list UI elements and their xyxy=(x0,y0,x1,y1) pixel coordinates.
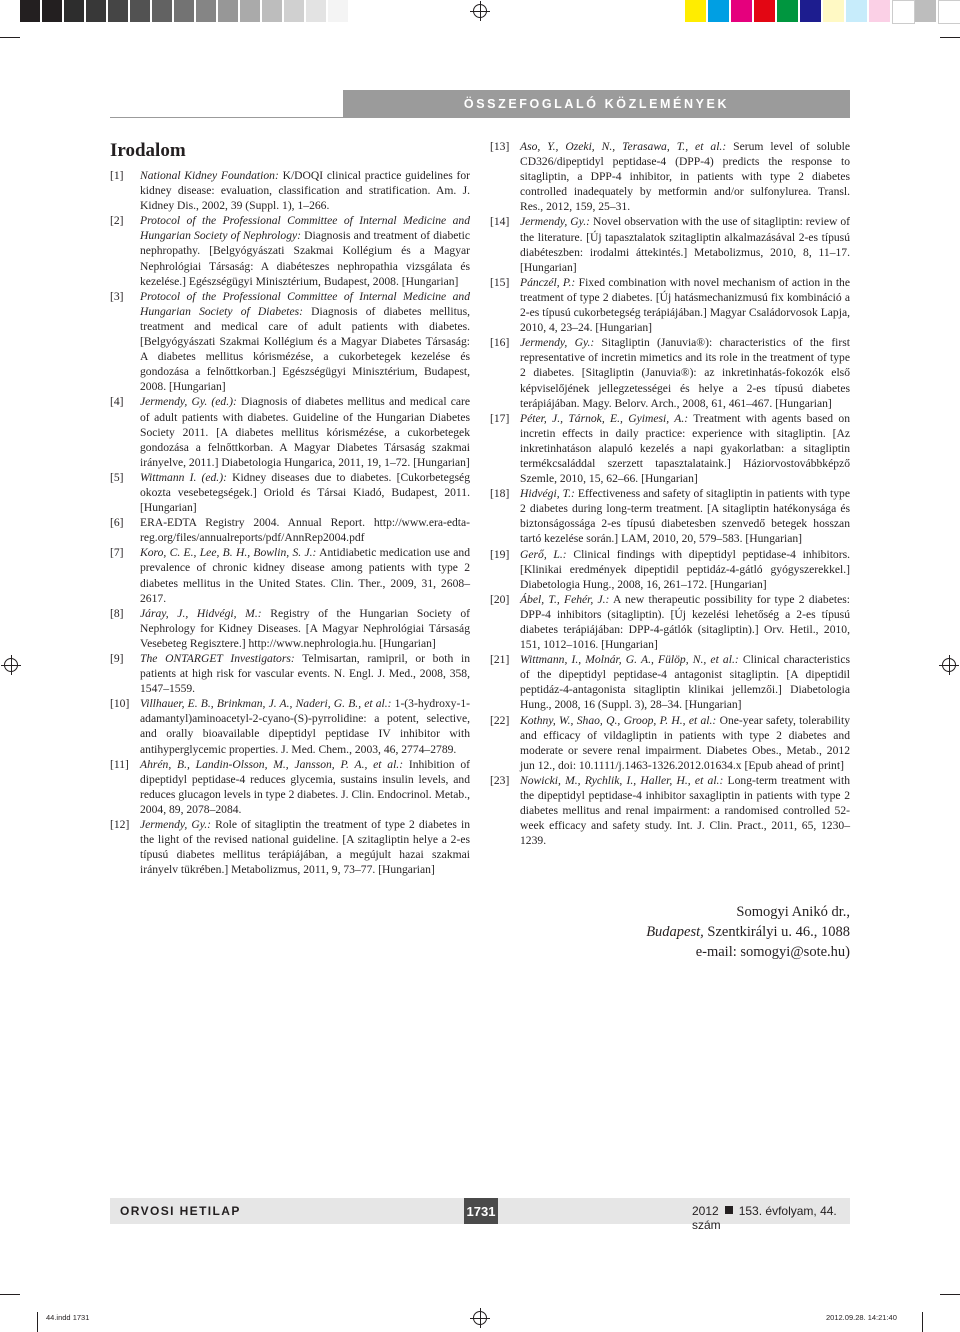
reference-authors: Protocol of the Professional Committee of Internal Medicine and Hungarian Society of Nephrology: xyxy=(140,214,470,243)
reference-authors: The ONTARGET Investigators: xyxy=(140,652,295,665)
author-name: Somogyi Anikó dr., xyxy=(736,904,850,920)
color-swatch xyxy=(64,0,84,22)
reference-item xyxy=(110,515,470,545)
slug-timestamp: 2012.09.28. 14:21:40 xyxy=(826,1313,897,1322)
reference-number: [9] xyxy=(110,652,124,665)
reference-item xyxy=(110,757,470,817)
reference-number: [7] xyxy=(110,546,124,560)
reference-text: A new therapeutic possibility for type 2 diabetes: DPP-4 inhibitors (sitagliptin). [Új kezelési lehetőség a 2-es típusú diabetes terápiájában: DPP-4-gátlók (sitagliptin).] Orv. Hetil., 2010, 151, 1012–1016. [Hungarian] xyxy=(520,592,850,652)
color-swatch xyxy=(777,0,798,22)
reference-text: Diagnosis and treatment of diabetic nephropathy. [Belgyógyászati Szakmai Kollégium és a Magyar Nephrológiai Társaság: A diabéteszes nephropathia vizsgálata és kezelése.] Egészségügyi Minisztérium, Budapest, 2008. [Hungarian] xyxy=(140,229,470,288)
reference-number: [19] xyxy=(490,547,510,561)
reference-authors: Aso, Y., Ozeki, N., Terasawa, T., et al.: xyxy=(520,140,727,153)
reference-text: Telmisartan, ramipril, or both in patients at high risk for vascular events. N. Engl. J. Med., 2008, 358, 1547–1559. xyxy=(140,652,470,696)
reference-item xyxy=(490,486,850,546)
reference-item xyxy=(490,275,850,335)
reference-text: Serum level of soluble CD326/dipeptidyl peptidase-4 (DPP-4) predicts the response to sitagliptin, a DPP-4 inhibitor, in patients with type 2 diabetes controlled inadequately by metformin and/or sulfonylurea. Transl. Res., 2012, 159, 25–31. xyxy=(520,140,851,214)
reference-authors: Járay, J., Hidvégi, M.: xyxy=(140,606,262,620)
reference-authors: Jermendy, Gy.: xyxy=(140,818,212,832)
reference-text: Effectiveness and safety of sitagliptin in patients with type 2 diabetes during long-term treatment. [A sitagliptin hatékonysága és biztonságossága 2-es típusú diabetesben szenvedő betegek hosszan tartó kezelése során.] LAM, 2010, 20, 579–583. [Hungarian] xyxy=(520,487,850,546)
color-swatch xyxy=(152,0,172,22)
author-street xyxy=(560,922,850,942)
page-number: 1731 xyxy=(464,1198,498,1224)
reference-number: [12] xyxy=(110,818,130,832)
author-address xyxy=(560,902,850,962)
reference-authors: National Kidney Foundation: xyxy=(140,169,279,182)
reference-number: [6] xyxy=(110,516,124,530)
reference-item xyxy=(490,713,850,773)
reference-number: [22] xyxy=(490,713,510,727)
reference-item xyxy=(110,168,470,213)
color-swatch xyxy=(86,0,106,22)
reference-authors: Jermendy, Gy.: xyxy=(520,336,595,350)
reference-authors: Koro, C. E., Lee, B. H., Bowlin, S. J.: xyxy=(140,546,317,560)
reference-number: [17] xyxy=(490,411,510,425)
reference-item xyxy=(490,214,850,274)
reference-item xyxy=(490,139,850,214)
reference-number: [5] xyxy=(110,470,124,484)
references-column-left xyxy=(110,168,470,877)
color-swatch xyxy=(196,0,216,22)
reference-item xyxy=(110,289,470,395)
reference-item xyxy=(110,545,470,605)
header-rule xyxy=(110,117,850,118)
reference-text: Novel observation with the use of sitagliptin: review of the literature. [Új tapasztalatok szitagliptin alkalmazásával 2-es típusú diabéteszben: irodalmi áttekintés.] Metabolizmus, 2010, 8, 11–17. [Hungarian] xyxy=(520,215,850,274)
reference-item xyxy=(110,606,470,651)
registration-mark-top-icon xyxy=(473,4,487,18)
crop-mark xyxy=(0,1294,20,1295)
reference-number: [23] xyxy=(490,773,510,787)
color-swatch xyxy=(685,0,706,22)
reference-text: K/DOQI clinical practice guidelines for kidney disease: evaluation, classification and stratification. Am. J. Kidney Dis., 2002, 39 (Suppl. 1), 1–266. xyxy=(140,169,471,213)
reference-item xyxy=(110,696,470,756)
registration-mark-right-icon xyxy=(942,658,956,672)
reference-number: [8] xyxy=(110,606,124,620)
reference-authors: Gerő, L.: xyxy=(520,547,567,561)
color-swatch xyxy=(823,0,844,22)
color-swatch xyxy=(892,0,915,24)
reference-authors: Jermendy, Gy. (ed.): xyxy=(140,395,237,409)
reference-text: Diagnosis of diabetes mellitus, treatment and medical care of adult patients with diabetes. [Belgyógyászati Szakmai Kollégium és a Magyar Diabetes Társaság: A diabetes mellitus kórismézése, a cukorbetegek kezelése és gondozása a felnőttkorban.] Egészségügyi Minisztérium, Budapest, 2008. [Hungarian] xyxy=(140,304,470,394)
reference-text: One-year safety, tolerability and efficacy of vildagliptin in patients with type 2 diabetes and moderate or severe renal impairment. Diabetes Obes., Metab., 2012 jun 12., doi: 10.1111/j.1463-1326.2012.01634.x [Epub ahead of print] xyxy=(520,713,850,772)
square-separator-icon xyxy=(725,1206,733,1214)
reference-authors: Péter, J., Tárnok, E., Gyimesi, A.: xyxy=(520,411,689,425)
reference-number: [10] xyxy=(110,697,130,711)
crop-mark xyxy=(0,37,20,38)
reference-item xyxy=(490,547,850,592)
color-swatch xyxy=(915,0,936,22)
reference-authors: Jermendy, Gy.: xyxy=(520,215,590,229)
crop-mark xyxy=(37,1312,38,1332)
reference-number: [15] xyxy=(490,275,510,289)
reference-item xyxy=(490,652,850,712)
color-swatch xyxy=(306,0,326,22)
color-swatch xyxy=(869,0,890,22)
color-swatch xyxy=(174,0,194,22)
author-city: Budapest, xyxy=(646,924,704,940)
reference-item xyxy=(110,394,470,469)
author-street-text: Szentkirályi u. 46., 1088 xyxy=(703,924,850,940)
reference-text: 1-(3-hydroxy-1-adamantyl)aminoacetyl-2-cyano-(S)-pyrrolidine: a potent, selective, and orally bioavailable dipeptidyl peptidase IV inhibitor with antihyperglycemic properties. J. Med. Chem., 2003, 46, 2774–2789. xyxy=(140,697,470,756)
reference-number: [4] xyxy=(110,395,124,409)
reference-item xyxy=(110,651,470,696)
crop-mark xyxy=(940,37,960,38)
reference-item xyxy=(490,411,850,486)
color-swatch xyxy=(731,0,752,22)
reference-number: [18] xyxy=(490,487,510,501)
reference-authors: Protocol of the Professional Committee of Internal Medicine and Hungarian Society of Diabetes: xyxy=(140,289,470,318)
reference-authors: Wittmann, I., Molnár, G. A., Fülöp, N., et al.: xyxy=(520,653,739,667)
color-swatch xyxy=(328,0,348,22)
reference-number: [16] xyxy=(490,336,510,350)
reference-authors: Wittmann I. (ed.): xyxy=(140,470,227,484)
reference-authors: Nowicki, M., Rychlik, I., Haller, H., et al.: xyxy=(520,773,724,787)
references-title: Irodalom xyxy=(110,140,186,161)
color-swatch xyxy=(42,0,62,22)
reference-number: [20] xyxy=(490,592,510,606)
color-swatch xyxy=(20,0,40,22)
page-footer xyxy=(110,1198,850,1232)
reference-number: [3] xyxy=(110,289,124,303)
issue-volume: 153. évfolyam, 44. szám xyxy=(692,1204,837,1232)
reference-text: Inhibition of dipeptidyl peptidase-4 reduces glycemia, sustains insulin levels, and reduces glucagon levels in type 2 diabetes. J. Clin. Endocrinol. Metab., 2004, 89, 2078–2084. xyxy=(140,757,470,816)
reference-item xyxy=(110,213,470,288)
color-swatch xyxy=(130,0,150,22)
reference-text: Long-term treatment with the dipeptidyl peptidase-4 inhibitor saxagliptin in patients with type 2 diabetes mellitus and renal impairment: a randomised controlled 52-week efficacy and safety study. Int. J. Clin. Pract., 2011, 65, 1230–1239. xyxy=(520,773,850,848)
reference-authors: Pánczél, P.: xyxy=(520,275,576,289)
reference-authors: Hidvégi, T.: xyxy=(520,487,575,501)
journal-name: ORVOSI HETILAP xyxy=(120,1204,241,1218)
reference-number: [11] xyxy=(110,757,129,771)
color-swatch xyxy=(846,0,867,22)
reference-text: Registry of the Hungarian Society of Nephrology for Kidney Diseases. [A Magyar Nephrológiai Társaság Vesebeteg Regisztere.] http://www.nephrologia.hu. [Hungarian] xyxy=(140,606,471,650)
issue-info xyxy=(692,1204,850,1232)
reference-text: Kidney diseases due to diabetes. [Cukorbetegség okozta vesebetegségek.] Oriold és Társai Kiadó, Budapest, 2011. [Hungarian] xyxy=(140,470,470,515)
reference-authors: Ahrén, B., Landin-Olsson, M., Jansson, P. A., et al.: xyxy=(140,757,404,771)
registration-mark-left-icon xyxy=(4,658,18,672)
reference-text: Role of sitagliptin the treatment of type 2 diabetes in the light of the revised national guideline. [A szitagliptin helye a 2-es típusú diabetes mellitus terápiájában, a megújult hazai szakmai irányelv tükrében.] Metabolizmus, 2011, 9, 73–77. [Hungarian] xyxy=(140,818,470,877)
crop-mark xyxy=(922,1312,923,1332)
slug-filename: 44.indd 1731 xyxy=(46,1313,90,1322)
reference-item xyxy=(110,470,470,515)
color-swatch xyxy=(708,0,729,22)
reference-authors: Ábel, T., Fehér, J.: xyxy=(520,592,610,606)
reference-text: Treatment with agents based on incretin effects in daily practice: experience with sitagliptin. [Az inkretinhatáson alapuló kezelés a napi gyakorlatban: a sitagliptin termékcsaláddal szerzett tapasztalataink.] Háziorvostovábbképző Szemle, 2010, 15, 62–66. [Hungarian] xyxy=(520,411,850,486)
issue-year: 2012 xyxy=(692,1204,719,1218)
color-swatch xyxy=(754,0,775,22)
reference-text: Clinical findings with dipeptidyl peptidase-4 inhibitors. [Klinikai eredmények dipeptidil peptidáz-4-gátló gyógyszerekkel.] Diabetologia Hung., 2008, 16, 261–172. [Hungarian] xyxy=(520,547,850,591)
reference-item xyxy=(490,592,850,652)
reference-number: [13] xyxy=(490,140,510,153)
reference-item xyxy=(110,817,470,877)
reference-number: [2] xyxy=(110,214,124,228)
reference-text: Sitagliptin (Januvia®): characteristics of the first representative of incretin mimetics and its role in the treatment of type 2 diabetes. [Sitagliptin (Januvia®): az inkretinhatás-fokozók első képviselőjének jellegzetességei és helye a 2-es típusú diabetes terápiájában. Magy. Belorv. Arch., 2008, 61, 461–467. [Hungarian] xyxy=(520,336,851,410)
reference-text: Antidiabetic medication use and prevalence of chronic kidney disease among patients with type 2 diabetes mellitus in the United States. Clin. Ther., 2009, 31, 2608–2617. xyxy=(140,546,470,605)
reference-authors: Villhauer, E. B., Brinkman, J. A., Naderi, G. B., et al.: xyxy=(140,697,392,711)
color-swatch xyxy=(800,0,821,22)
author-email[interactable]: e-mail: somogyi@sote.hu) xyxy=(695,944,850,960)
reference-text: ERA-EDTA Registry 2004. Annual Report. http://www.era-edta-reg.org/files/annualreports/pdf/AnnRep2004.pdf xyxy=(140,516,470,545)
section-header: ÖSSZEFOGLALÓ KÖZLEMÉNYEK xyxy=(343,90,850,118)
reference-authors: Kothny, W., Shao, Q., Groop, P. H., et al.: xyxy=(520,713,717,727)
color-swatch xyxy=(108,0,128,22)
color-swatch xyxy=(240,0,260,22)
reference-item xyxy=(490,773,850,848)
references-column-right xyxy=(490,139,850,848)
reference-number: [21] xyxy=(490,653,510,667)
crop-mark xyxy=(940,1294,960,1295)
color-swatch xyxy=(262,0,282,22)
reference-item xyxy=(490,335,850,410)
reference-text: Fixed combination with novel mechanism of action in the treatment of type 2 diabetes. [Új hatásmechanizmusú fix kombináció a 2-es típusú cukorbetegség terápiájában.] Magyar Családorvosok Lapja, 2010, 4, 23–24. [Hungarian] xyxy=(520,275,850,335)
color-swatch xyxy=(218,0,238,22)
color-swatch xyxy=(938,0,960,24)
registration-mark-bottom-icon xyxy=(473,1311,487,1325)
color-swatch xyxy=(284,0,304,22)
reference-number: [14] xyxy=(490,215,510,229)
reference-text: Clinical characteristics of the dipeptidyl peptidase-4 antagonist sitagliptin. [A dipeptidil peptidáz-4-antagonista sitagliptin klinikai jellemzői.] Diabetologia Hung., 2008, 16 (Suppl. 3), 28–34. [Hungarian] xyxy=(520,653,850,712)
reference-text: Diagnosis of diabetes mellitus and medical care of adult patients with diabetes. Guideline of the Hungarian Diabetes Society 2011. [A diabetes mellitus kórismézése, a cukorbetegek gondozása a felnőttkorban. A Magyar Diabetes Társaság szakmai irányelve, 2011.] Diabetologia Hungarica, 2011, 19, 1–72. [Hungarian] xyxy=(140,395,470,469)
reference-number: [1] xyxy=(110,169,124,182)
